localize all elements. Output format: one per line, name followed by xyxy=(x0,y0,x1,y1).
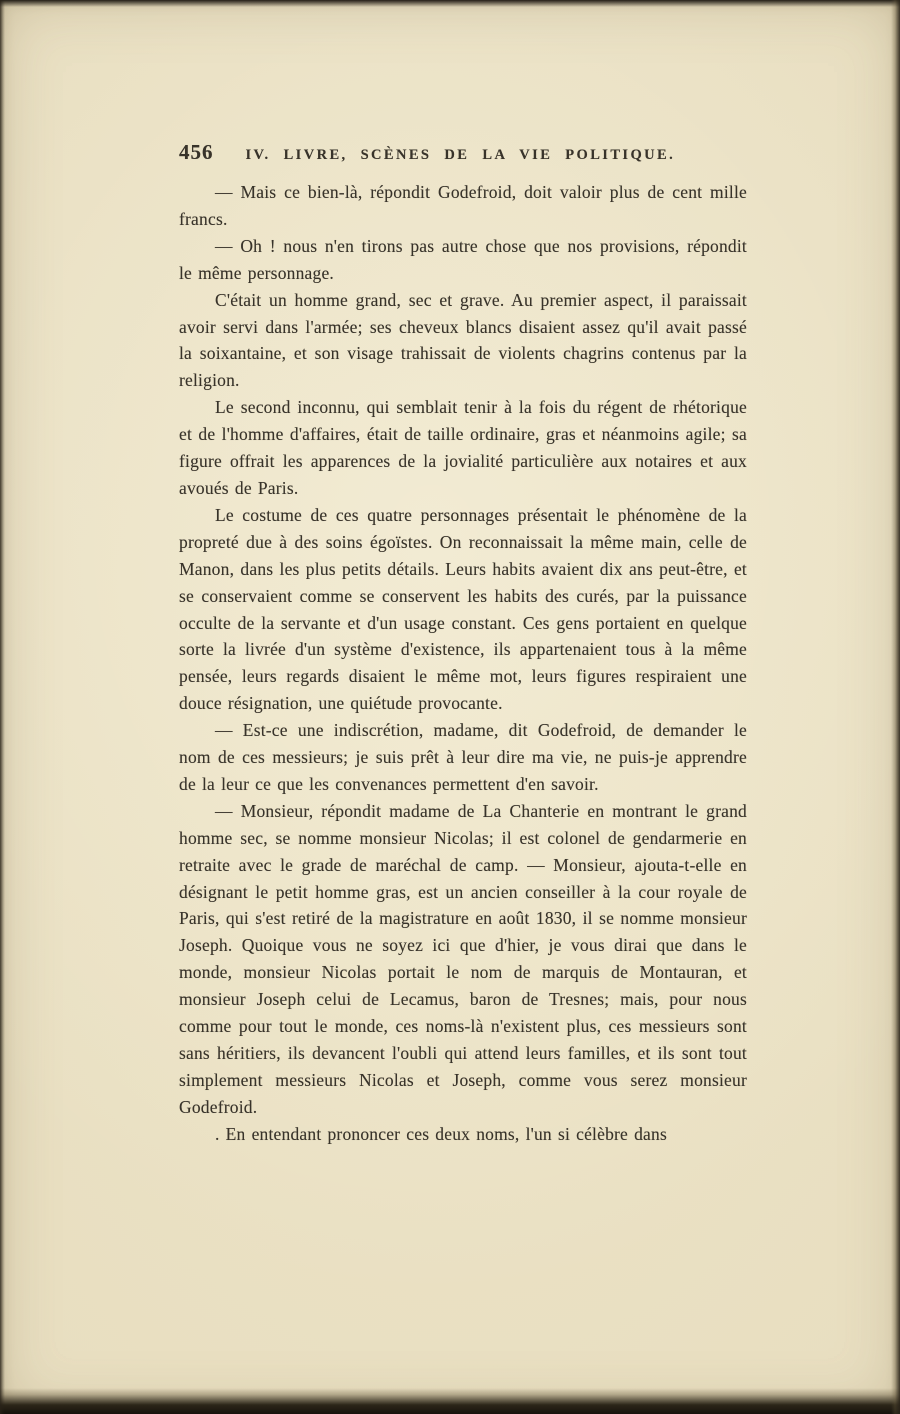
scan-edge-bottom xyxy=(0,1388,900,1414)
scan-edge-top xyxy=(0,0,900,7)
paragraph: — Mais ce bien-là, répondit Godefroid, doit valoir plus de cent mille francs. xyxy=(179,182,747,229)
paragraph: C'était un homme grand, sec et grave. Au premier aspect, il paraissait avoir servi dans l'armée; ses cheveux blancs disaient assez qu'il avait passé la soixantaine, et son visage trahissait de violents chagrins contenus par la religion. xyxy=(179,289,747,391)
text-block xyxy=(179,140,747,1148)
body-text xyxy=(179,179,747,1148)
page-number: 456 xyxy=(179,140,214,164)
paragraph: — Oh ! nous n'en tirons pas autre chose que nos provisions, répondit le même personnage. xyxy=(179,235,747,283)
running-title: IV. LIVRE, SCÈNES DE LA VIE POLITIQUE. xyxy=(245,147,676,163)
scan-edge-left xyxy=(0,0,5,1414)
paragraph: — Monsieur, répondit madame de La Chanterie en montrant le grand homme sec, se nomme monsieur Nicolas; il est colonel de gendarmerie en retraite avec le grade de maréchal de camp. — Monsieur, ajouta-t-elle en désignant le petit homme gras, est un ancien conseiller à la cour royale de Paris, qui s'est retiré de la magistrature en août 1830, il se nomme monsieur Joseph. Quoique vous ne soyez ici que d'hier, je vous dirai que dans le monde, monsieur Nicolas portait le nom de marquis de Montauran, et monsieur Joseph celui de Lecamus, baron de Tresnes; mais, pour nous comme pour tout le monde, ces noms-là n'existent plus, ces messieurs sont sans héritiers, ils devancent l'oubli qui attend leurs familles, et ils sont tout simplement messieurs Nicolas et Joseph, comme vous serez monsieur Godefroid. xyxy=(179,800,747,1117)
paragraph: Le second inconnu, qui semblait tenir à la fois du régent de rhétorique et de l'homme d'affaires, était de taille ordinaire, gras et néanmoins agile; sa figure offrait les apparences de la jovialité particulière aux notaires et aux avoués de Paris. xyxy=(179,397,747,498)
paragraph: — Est-ce une indiscrétion, madame, dit Godefroid, de demander le nom de ces messieurs; je suis prêt à leur dire ma vie, ne puis-je apprendre de la leur ce que les convenances permettent d'en savoir. xyxy=(179,720,747,794)
page-header xyxy=(179,140,747,165)
scan-edge-right xyxy=(891,0,900,1414)
paragraph: Le costume de ces quatre personnages présentait le phénomène de la propreté due à des soins égoïstes. On reconnaissait la même main, celle de Manon, dans les plus petits détails. Leurs habits avaient dix ans peut-être, et se conservaient comme se conservent les habits des curés, par la puissance occulte de la servante et d'un usage constant. Ces gens portaient en quelque sorte la livrée d'un système d'existence, ils appartenaient tous à la même pensée, leurs regards disaient le même mot, leurs figures respiraient une douce résignation, une quiétude provocante. xyxy=(179,504,747,714)
paragraph: . En entendant prononcer ces deux noms, l'un si célèbre dans xyxy=(215,1123,667,1144)
